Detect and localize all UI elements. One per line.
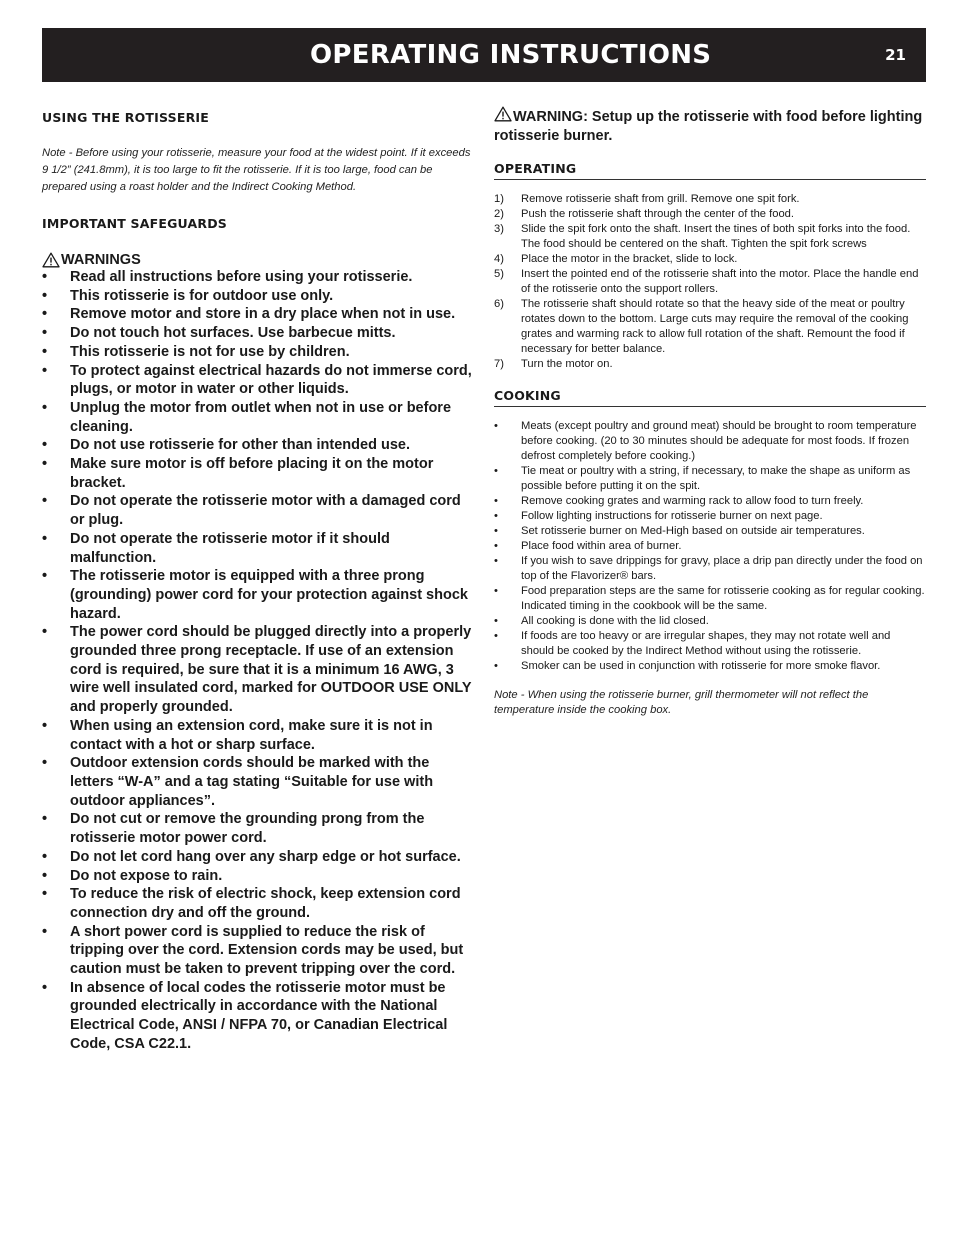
cooking-list <box>494 419 926 674</box>
page-number: 21 <box>885 46 906 64</box>
setup-warning <box>494 106 926 145</box>
operating-step <box>494 252 926 267</box>
cooking-item: • Food preparation steps are the same for rotisserie cooking as for regular cooking. Indicated timing in the cookbook will be the same. <box>494 584 926 614</box>
warning-item: • In absence of local codes the rotisserie motor must be grounded electrically in accordance with the National Electrical Code, ANSI / NFPA 70, or Canadian Electrical Code, CSA C22.1. <box>42 979 474 1054</box>
right-column <box>494 106 926 718</box>
step-number: 3) <box>494 223 504 235</box>
warning-item: • Do not operate the rotisserie motor with a damaged cord or plug. <box>42 492 474 529</box>
warning-item: • A short power cord is supplied to reduce the risk of tripping over the cord. Extension cords may be used, but caution must be taken to prevent tripping over the cord. <box>42 923 474 979</box>
step-number: 2) <box>494 208 504 220</box>
cooking-item: • All cooking is done with the lid closed. <box>494 614 926 629</box>
page-title: OPERATING INSTRUCTIONS <box>310 40 712 70</box>
step-text: Place the motor in the bracket, slide to lock. <box>521 253 738 265</box>
section-heading-operating: OPERATING <box>494 161 926 180</box>
step-text: Push the rotisserie shaft through the center of the food. <box>521 208 795 220</box>
operating-step <box>494 357 926 372</box>
step-text: Insert the pointed end of the rotisserie shaft into the motor. Place the handle end of the rotisserie onto the support rollers. <box>521 268 919 295</box>
warnings-heading <box>42 252 474 268</box>
warning-item: • The rotisserie motor is equipped with a three prong (grounding) power cord for your protection against shock hazard. <box>42 567 474 623</box>
warning-triangle-icon <box>42 252 60 268</box>
cooking-item: • Meats (except poultry and ground meat) should be brought to room temperature before cooking. (20 to 30 minutes should be adequate for most foods. If frozen defrost completely before cooking.) <box>494 419 926 464</box>
step-text: Turn the motor on. <box>521 358 613 370</box>
warning-item: • Unplug the motor from outlet when not in use or before cleaning. <box>42 399 474 436</box>
cooking-item: • Set rotisserie burner on Med-High based on outside air temperatures. <box>494 524 926 539</box>
operating-step <box>494 207 926 222</box>
cooking-item: • Remove cooking grates and warming rack to allow food to turn freely. <box>494 494 926 509</box>
operating-step <box>494 297 926 357</box>
warning-item: • Remove motor and store in a dry place when not in use. <box>42 305 474 324</box>
warning-item: • Do not use rotisserie for other than intended use. <box>42 436 474 455</box>
step-number: 6) <box>494 298 504 310</box>
step-text: Slide the spit fork onto the shaft. Insert the tines of both spit forks into the food. The food should be centered on the shaft. Tighten the spit fork screws <box>521 223 911 250</box>
warning-item: • This rotisserie is not for use by children. <box>42 343 474 362</box>
cooking-item: • If you wish to save drippings for gravy, place a drip pan directly under the food on top of the Flavorizer® bars. <box>494 554 926 584</box>
warning-item: • Do not cut or remove the grounding prong from the rotisserie motor power cord. <box>42 810 474 847</box>
cooking-item: • Follow lighting instructions for rotisserie burner on next page. <box>494 509 926 524</box>
step-number: 1) <box>494 193 504 205</box>
warning-item: • Read all instructions before using your rotisserie. <box>42 268 474 287</box>
section-heading-safeguards: IMPORTANT SAFEGUARDS <box>42 216 227 231</box>
operating-step <box>494 192 926 207</box>
step-text: The rotisserie shaft should rotate so that the heavy side of the meat or poultry rotates down to the bottom. Large cuts may require the removal of the cooking grates and warming rack to allow full rotation of the shaft. Remount the food if necessary for better balance. <box>521 298 909 355</box>
setup-warning-text: WARNING: Setup up the rotisserie with food before lighting rotisserie burner. <box>494 109 923 144</box>
warning-item: • Make sure motor is off before placing it on the motor bracket. <box>42 455 474 492</box>
step-number: 5) <box>494 268 504 280</box>
warning-item: • To protect against electrical hazards do not immerse cord, plugs, or motor in water or other liquids. <box>42 362 474 399</box>
cooking-item: • Tie meat or poultry with a string, if necessary, to make the shape as uniform as possible before putting it on the spit. <box>494 464 926 494</box>
warning-item: • This rotisserie is for outdoor use only. <box>42 287 474 306</box>
step-text: Remove rotisserie shaft from grill. Remove one spit fork. <box>521 193 800 205</box>
step-number: 4) <box>494 253 504 265</box>
section-heading-using-rotisserie: USING THE ROTISSERIE <box>42 110 209 125</box>
cooking-item: • Smoker can be used in conjunction with rotisserie for more smoke flavor. <box>494 659 926 674</box>
warning-item: • When using an extension cord, make sure it is not in contact with a hot or sharp surface. <box>42 717 474 754</box>
warning-triangle-icon <box>494 106 512 122</box>
thermometer-note: Note - When using the rotisserie burner, grill thermometer will not reflect the temperature inside the cooking box. <box>494 689 869 716</box>
left-column <box>42 110 474 1054</box>
measure-note: Note - Before using your rotisserie, measure your food at the widest point. If it exceeds 9 1/2” (241.8mm), it is too large to fit the rotisserie. If it is too large, food can be prepared using a roast holder and the Indirect Cooking Method. <box>42 147 471 193</box>
operating-step <box>494 267 926 297</box>
cooking-item: • Place food within area of burner. <box>494 539 926 554</box>
warning-item: • Do not operate the rotisserie motor if it should malfunction. <box>42 530 474 567</box>
warning-item: • Outdoor extension cords should be marked with the letters “W-A” and a tag stating “Suitable for use with outdoor appliances”. <box>42 754 474 810</box>
warning-item: • To reduce the risk of electric shock, keep extension cord connection dry and off the ground. <box>42 885 474 922</box>
warnings-label: WARNINGS <box>61 252 141 268</box>
warnings-list <box>42 268 474 1054</box>
section-heading-cooking: COOKING <box>494 388 926 407</box>
warning-item: • Do not expose to rain. <box>42 867 474 886</box>
page-header <box>42 28 926 82</box>
step-number: 7) <box>494 358 504 370</box>
warning-item: • Do not touch hot surfaces. Use barbecue mitts. <box>42 324 474 343</box>
warning-item: • The power cord should be plugged directly into a properly grounded three prong receptacle. If use of an extension cord is required, be sure that it is a minimum 16 AWG, 3 wire well insulated cord, marked for OUTDOOR USE ONLY and properly grounded. <box>42 623 474 717</box>
operating-steps <box>494 192 926 372</box>
cooking-item: • If foods are too heavy or are irregular shapes, they may not rotate well and should be cooked by the Indirect Method without using the rotisserie. <box>494 629 926 659</box>
operating-step <box>494 222 926 252</box>
warning-item: • Do not let cord hang over any sharp edge or hot surface. <box>42 848 474 867</box>
